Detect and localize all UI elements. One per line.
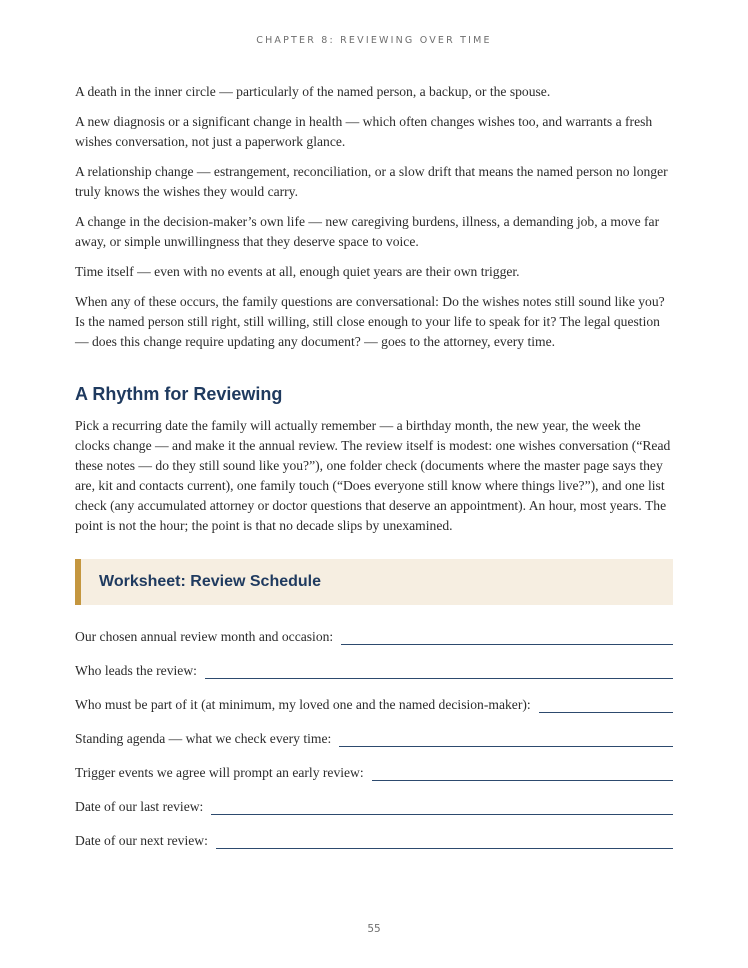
field-review-month: [75, 624, 673, 646]
trigger-paragraph-time: Time itself — even with no events at all, enough quiet years are their own trigger.: [75, 264, 520, 279]
fill-in-line[interactable]: [216, 848, 673, 849]
field-label: Date of our last review:: [75, 799, 204, 814]
fill-in-line[interactable]: [205, 678, 673, 679]
section-heading: A Rhythm for Reviewing: [75, 384, 283, 404]
section-body: Pick a recurring date the family will actually remember — a birthday month, the new year, the week the clocks change — and make it the annual review. The review itself is modest: one wishes conversation (“Read these notes — do they still sound like you?”), one folder check (documents where the master page says they are, kit and contacts current), one family touch (“Does everyone still know where things live?”), and one list check (any accumulated attorney or doctor questions that deserve an appointment). An hour, most years. The point is not the hour; the point is that no decade slips by unexamined.: [75, 418, 671, 533]
field-trigger-events: [75, 760, 673, 782]
trigger-paragraph-decision-maker: A change in the decision-maker’s own life — new caregiving burdens, illness, a demanding job, a move far away, or simple unwillingness that they deserve space to voice.: [75, 214, 660, 249]
field-label: Who must be part of it (at minimum, my loved one and the named decision-maker):: [75, 697, 531, 712]
trigger-paragraph-diagnosis: A new diagnosis or a significant change in health — which often changes wishes too, and warrants a fresh wishes conversation, not just a paperwork glance.: [75, 114, 653, 149]
field-label: Date of our next review:: [75, 833, 208, 848]
field-next-review-date: [75, 828, 673, 850]
field-label: Our chosen annual review month and occasion:: [75, 629, 334, 644]
field-participants: [75, 692, 673, 714]
worksheet-header: [75, 559, 673, 605]
field-standing-agenda: [75, 726, 673, 748]
fill-in-line[interactable]: [339, 746, 673, 747]
field-label: Who leads the review:: [75, 663, 197, 678]
page-content: [75, 82, 673, 862]
field-label: Trigger events we agree will prompt an early review:: [75, 765, 364, 780]
worksheet-title: Worksheet: Review Schedule: [99, 573, 321, 590]
fill-in-line[interactable]: [539, 712, 673, 713]
trigger-paragraph-relationship: A relationship change — estrangement, reconciliation, or a slow drift that means the named person no longer truly knows the wishes they would carry.: [75, 164, 668, 199]
fill-in-line[interactable]: [341, 644, 673, 645]
fill-in-line[interactable]: [211, 814, 673, 815]
fill-in-line[interactable]: [372, 780, 673, 781]
worksheet-fields: [75, 624, 673, 850]
field-last-review-date: [75, 794, 673, 816]
conversation-paragraph: When any of these occurs, the family questions are conversational: Do the wishes notes still sound like you? Is the named person still right, still willing, still close enough to your life to speak for it? The legal question — does this change require updating any document? — goes to the attorney, every time.: [75, 294, 665, 349]
trigger-paragraph-death: A death in the inner circle — particularly of the named person, a backup, or the spouse.: [75, 84, 551, 99]
field-review-leader: [75, 658, 673, 680]
running-head: CHAPTER 8: REVIEWING OVER TIME: [256, 35, 492, 46]
field-label: Standing agenda — what we check every time:: [75, 731, 332, 746]
page-number: 55: [367, 923, 381, 935]
